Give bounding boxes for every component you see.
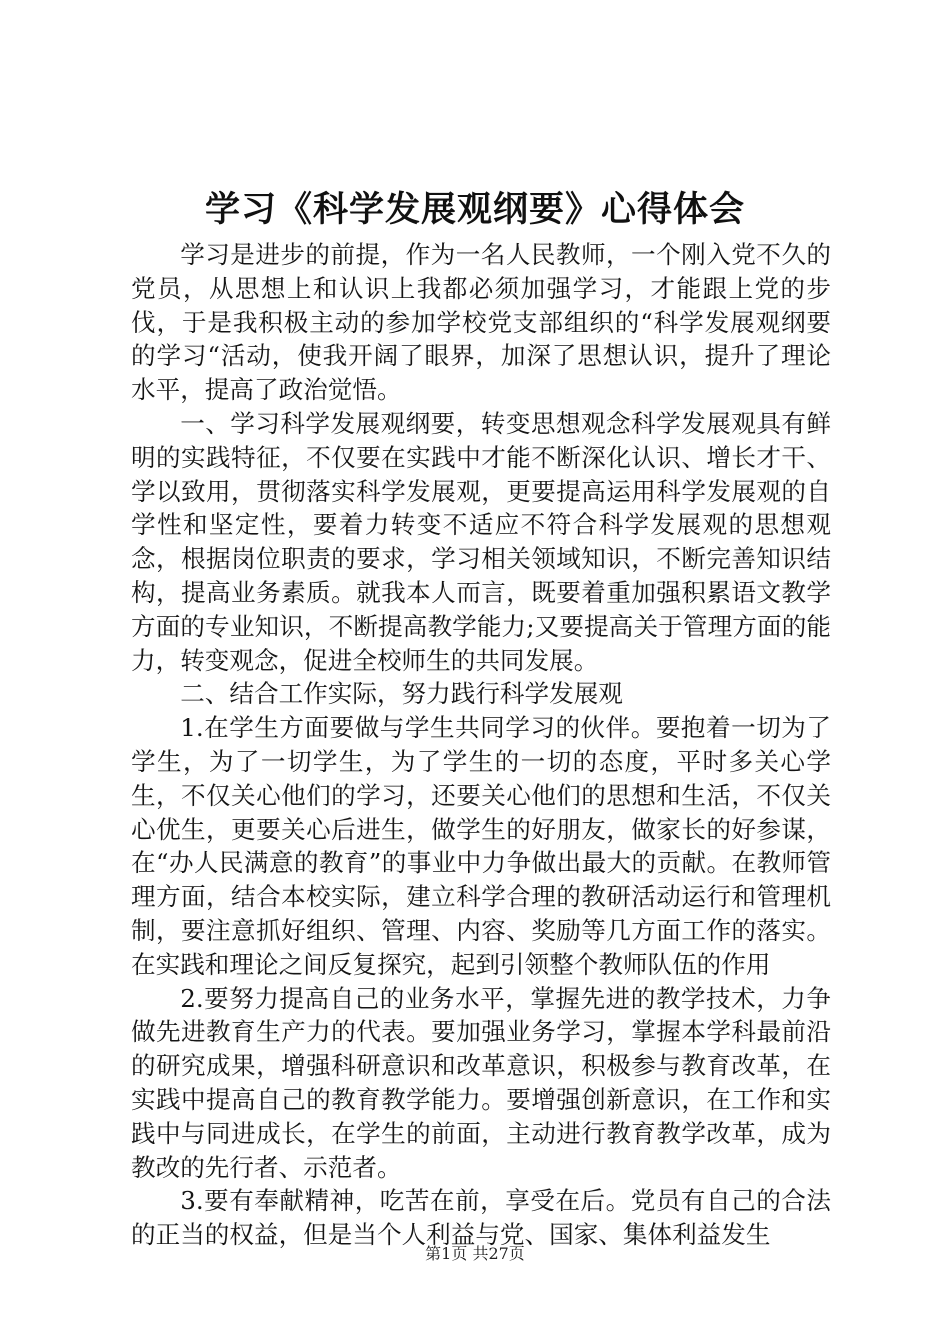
page-number-footer: 第1页 共27页: [425, 1244, 525, 1263]
paragraph-section-two-heading: 二、结合工作实际，努力践行科学发展观: [180, 679, 623, 709]
document-title: 学习《科学发展观纲要》心得体会: [204, 190, 745, 230]
document-body: [131, 238, 831, 1252]
paragraph-point-three: 3.要有奉献精神，吃苦在前，享受在后。党员有自己的合法的正当的权益，但是当个人利益与党、国家、集体利益发生: [131, 1186, 831, 1250]
paragraph-section-one: 一、学习科学发展观纲要，转变思想观念科学发展观具有鲜明的实践特征，不仅要在实践中才能不断深化认识、增长才干、学以致用，贯彻落实科学发展观，更要提高运用科学发展观的自学性和坚定性，要着力转变不适应不符合科学发展观的思想观念，根据岗位职责的要求，学习相关领域知识，不断完善知识结构，提高业务素质。就我本人而言，既要着重加强积累语文教学方面的专业知识，不断提高教学能力;又要提高关于管理方面的能力，转变观念，促进全校师生的共同发展。: [131, 408, 831, 675]
paragraph-point-two: 2.要努力提高自己的业务水平，掌握先进的教学技术，力争做先进教育生产力的代表。要加强业务学习，掌握本学科最前沿的研究成果，增强科研意识和改革意识，积极参与教育改革，在实践中提高自己的教育教学能力。要增强创新意识，在工作和实践中与同进成长，在学生的前面，主动进行教育教学改革，成为教改的先行者、示范者。: [131, 983, 831, 1182]
paragraph-intro: 学习是进步的前提，作为一名人民教师，一个刚入党不久的党员，从思想上和认识上我都必须加强学习，才能跟上党的步伐，于是我积极主动的参加学校党支部组织的“科学发展观纲要的学习“活动，使我开阔了眼界，加深了思想认识，提升了理论水平，提高了政治觉悟。: [131, 240, 831, 405]
paragraph-point-one: 1.在学生方面要做与学生共同学习的伙伴。要抱着一切为了学生，为了一切学生，为了学生的一切的态度，平时多关心学生，不仅关心他们的学习，还要关心他们的思想和生活，不仅关心优生，更要关心后进生，做学生的好朋友，做家长的好参谋，在“办人民满意的教育”的事业中力争做出最大的贡献。在教师管理方面，结合本校实际，建立科学合理的教研活动运行和管理机制，要注意抓好组织、管理、内容、奖励等几方面工作的落实。在实践和理论之间反复探究，起到引领整个教师队伍的作用: [131, 713, 831, 979]
